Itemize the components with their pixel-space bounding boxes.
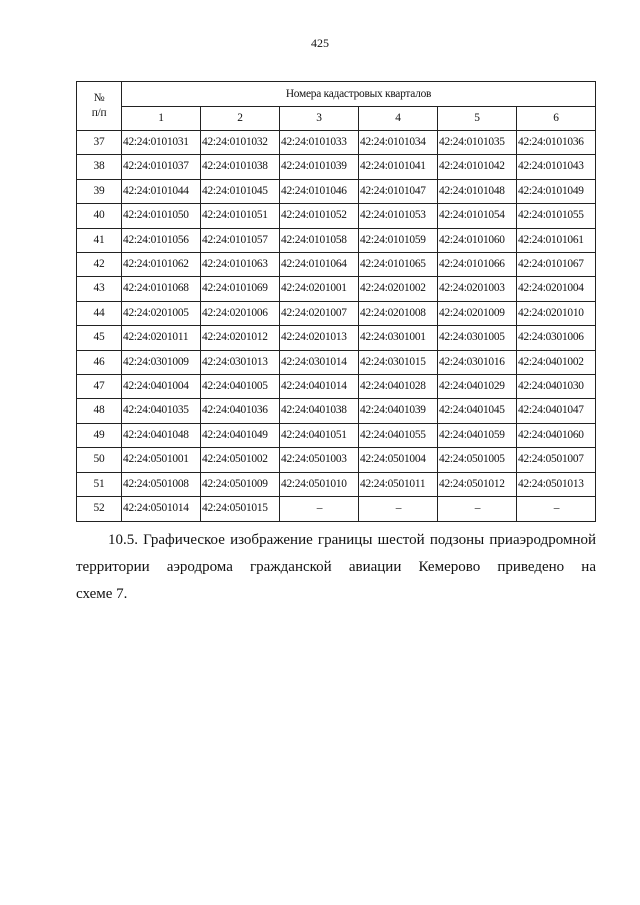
cadastral-number-cell: 42:24:0101067 <box>517 253 596 277</box>
cadastral-number-cell: – <box>517 497 596 521</box>
cadastral-number-cell: 42:24:0101033 <box>280 131 359 155</box>
cadastral-number-cell: 42:24:0101032 <box>201 131 280 155</box>
cadastral-number-cell: 42:24:0501010 <box>280 472 359 496</box>
section-paragraph <box>76 527 596 608</box>
row-number: 40 <box>77 204 122 228</box>
cadastral-number-cell: 42:24:0401036 <box>201 399 280 423</box>
cadastral-number-cell: 42:24:0501003 <box>280 448 359 472</box>
row-number: 44 <box>77 301 122 325</box>
column-number-header: 1 <box>122 107 201 131</box>
row-number: 38 <box>77 155 122 179</box>
cadastral-number-cell: 42:24:0401004 <box>122 375 201 399</box>
cadastral-number-cell: 42:24:0501015 <box>201 497 280 521</box>
cadastral-number-cell: 42:24:0401030 <box>517 375 596 399</box>
table-row <box>77 155 596 179</box>
table-row <box>77 497 596 521</box>
cadastral-number-cell: 42:24:0201006 <box>201 301 280 325</box>
cadastral-number-cell: 42:24:0501005 <box>438 448 517 472</box>
table-row <box>77 472 596 496</box>
row-number: 49 <box>77 423 122 447</box>
row-number: 45 <box>77 326 122 350</box>
cadastral-number-cell: 42:24:0501001 <box>122 448 201 472</box>
cadastral-number-cell: 42:24:0401060 <box>517 423 596 447</box>
cadastral-number-cell: 42:24:0101061 <box>517 228 596 252</box>
cadastral-number-cell: 42:24:0501002 <box>201 448 280 472</box>
cadastral-number-cell: 42:24:0501012 <box>438 472 517 496</box>
cadastral-number-cell: 42:24:0101059 <box>359 228 438 252</box>
cadastral-number-cell: 42:24:0101050 <box>122 204 201 228</box>
cadastral-number-cell: 42:24:0201009 <box>438 301 517 325</box>
row-number: 41 <box>77 228 122 252</box>
cadastral-number-cell: 42:24:0201010 <box>517 301 596 325</box>
table-row <box>77 350 596 374</box>
cadastral-number-cell: 42:24:0201001 <box>280 277 359 301</box>
cadastral-number-cell: 42:24:0401039 <box>359 399 438 423</box>
cadastral-number-cell: 42:24:0301013 <box>201 350 280 374</box>
cadastral-number-cell: 42:24:0401002 <box>517 350 596 374</box>
column-number-header: 4 <box>359 107 438 131</box>
cadastral-number-cell: 42:24:0401035 <box>122 399 201 423</box>
cadastral-number-cell: 42:24:0101058 <box>280 228 359 252</box>
table-row <box>77 448 596 472</box>
cadastral-number-cell: 42:24:0401048 <box>122 423 201 447</box>
cadastral-number-cell: 42:24:0101047 <box>359 179 438 203</box>
table-row <box>77 301 596 325</box>
cadastral-number-cell: 42:24:0101045 <box>201 179 280 203</box>
row-number: 43 <box>77 277 122 301</box>
table-row <box>77 253 596 277</box>
cadastral-number-cell: 42:24:0101064 <box>280 253 359 277</box>
row-number: 50 <box>77 448 122 472</box>
cadastral-table <box>76 81 596 522</box>
cadastral-number-cell: 42:24:0301006 <box>517 326 596 350</box>
cadastral-number-cell: 42:24:0101057 <box>201 228 280 252</box>
cadastral-number-cell: 42:24:0401028 <box>359 375 438 399</box>
cadastral-number-cell: 42:24:0301015 <box>359 350 438 374</box>
cadastral-number-cell: – <box>359 497 438 521</box>
cadastral-number-cell: 42:24:0401045 <box>438 399 517 423</box>
cadastral-number-cell: 42:24:0201007 <box>280 301 359 325</box>
cadastral-number-cell: 42:24:0101066 <box>438 253 517 277</box>
cadastral-number-cell: 42:24:0401038 <box>280 399 359 423</box>
table-row <box>77 326 596 350</box>
row-number: 42 <box>77 253 122 277</box>
cadastral-number-cell: 42:24:0201004 <box>517 277 596 301</box>
cadastral-number-cell: 42:24:0101051 <box>201 204 280 228</box>
column-number-header: 2 <box>201 107 280 131</box>
cadastral-number-cell: 42:24:0101043 <box>517 155 596 179</box>
table-body <box>77 131 596 522</box>
cadastral-number-cell: 42:24:0401047 <box>517 399 596 423</box>
row-number: 39 <box>77 179 122 203</box>
cadastral-number-cell: 42:24:0201005 <box>122 301 201 325</box>
cadastral-number-cell: 42:24:0301016 <box>438 350 517 374</box>
cadastral-number-cell: 42:24:0401051 <box>280 423 359 447</box>
table-row <box>77 277 596 301</box>
cadastral-number-cell: 42:24:0101055 <box>517 204 596 228</box>
table-row <box>77 228 596 252</box>
row-number: 46 <box>77 350 122 374</box>
paragraph-line-2: территории аэродрома гражданской авиации Кемерово приведено на <box>76 559 596 575</box>
cadastral-number-cell: 42:24:0101056 <box>122 228 201 252</box>
column-number-header: 6 <box>517 107 596 131</box>
cadastral-number-cell: 42:24:0101060 <box>438 228 517 252</box>
cadastral-number-cell: 42:24:0401029 <box>438 375 517 399</box>
cadastral-number-cell: 42:24:0101037 <box>122 155 201 179</box>
cadastral-number-cell: 42:24:0101042 <box>438 155 517 179</box>
cadastral-number-cell: 42:24:0301005 <box>438 326 517 350</box>
cadastral-number-cell: 42:24:0401014 <box>280 375 359 399</box>
table-row <box>77 399 596 423</box>
cadastral-number-cell: 42:24:0101046 <box>280 179 359 203</box>
cadastral-number-cell: 42:24:0501004 <box>359 448 438 472</box>
cadastral-number-cell: 42:24:0101036 <box>517 131 596 155</box>
cadastral-number-cell: 42:24:0501007 <box>517 448 596 472</box>
cadastral-number-cell: 42:24:0101044 <box>122 179 201 203</box>
cadastral-number-cell: 42:24:0101062 <box>122 253 201 277</box>
cadastral-number-cell: – <box>280 497 359 521</box>
cadastral-number-cell: 42:24:0201008 <box>359 301 438 325</box>
cadastral-number-cell: 42:24:0201003 <box>438 277 517 301</box>
cadastral-number-cell: 42:24:0101052 <box>280 204 359 228</box>
column-number-row <box>77 107 596 131</box>
header-number-cell <box>77 82 122 131</box>
cadastral-number-cell: 42:24:0501008 <box>122 472 201 496</box>
cadastral-number-cell: 42:24:0201011 <box>122 326 201 350</box>
cadastral-number-cell: 42:24:0301009 <box>122 350 201 374</box>
column-number-header: 5 <box>438 107 517 131</box>
header-number-symbol: № <box>93 92 105 104</box>
row-number: 48 <box>77 399 122 423</box>
table-row <box>77 179 596 203</box>
cadastral-number-cell: 42:24:0301014 <box>280 350 359 374</box>
table-row <box>77 204 596 228</box>
cadastral-number-cell: 42:24:0101034 <box>359 131 438 155</box>
cadastral-number-cell: 42:24:0401049 <box>201 423 280 447</box>
table-row <box>77 375 596 399</box>
cadastral-number-cell: 42:24:0501014 <box>122 497 201 521</box>
cadastral-number-cell: 42:24:0101048 <box>438 179 517 203</box>
cadastral-number-cell: 42:24:0201013 <box>280 326 359 350</box>
row-number: 47 <box>77 375 122 399</box>
cadastral-number-cell: 42:24:0101065 <box>359 253 438 277</box>
page-number: 425 <box>311 36 329 50</box>
cadastral-number-cell: 42:24:0101049 <box>517 179 596 203</box>
cadastral-number-cell: 42:24:0501011 <box>359 472 438 496</box>
cadastral-number-cell: 42:24:0101041 <box>359 155 438 179</box>
row-number: 37 <box>77 131 122 155</box>
row-number: 51 <box>77 472 122 496</box>
cadastral-number-cell: 42:24:0101068 <box>122 277 201 301</box>
paragraph-line-3: схеме 7. <box>76 586 128 602</box>
cadastral-number-cell: 42:24:0101054 <box>438 204 517 228</box>
cadastral-number-cell: 42:24:0101053 <box>359 204 438 228</box>
header-number-abbr: п/п <box>91 107 107 119</box>
cadastral-number-cell: 42:24:0501013 <box>517 472 596 496</box>
cadastral-number-cell: 42:24:0401059 <box>438 423 517 447</box>
column-number-header: 3 <box>280 107 359 131</box>
header-title: Номера кадастровых кварталов <box>122 82 596 107</box>
cadastral-number-cell: 42:24:0401005 <box>201 375 280 399</box>
paragraph-line-1: 10.5. Графическое изображение границы шестой подзоны приаэродромной <box>108 532 596 548</box>
cadastral-number-cell: 42:24:0101038 <box>201 155 280 179</box>
cadastral-number-cell: 42:24:0201002 <box>359 277 438 301</box>
table-row <box>77 131 596 155</box>
cadastral-number-cell: 42:24:0101039 <box>280 155 359 179</box>
cadastral-number-cell: 42:24:0501009 <box>201 472 280 496</box>
cadastral-number-cell: – <box>438 497 517 521</box>
row-number: 52 <box>77 497 122 521</box>
cadastral-number-cell: 42:24:0101069 <box>201 277 280 301</box>
table-header <box>77 82 596 131</box>
cadastral-number-cell: 42:24:0401055 <box>359 423 438 447</box>
cadastral-table-container <box>76 81 596 522</box>
cadastral-number-cell: 42:24:0101063 <box>201 253 280 277</box>
cadastral-number-cell: 42:24:0201012 <box>201 326 280 350</box>
cadastral-number-cell: 42:24:0101035 <box>438 131 517 155</box>
cadastral-number-cell: 42:24:0301001 <box>359 326 438 350</box>
table-row <box>77 423 596 447</box>
cadastral-number-cell: 42:24:0101031 <box>122 131 201 155</box>
